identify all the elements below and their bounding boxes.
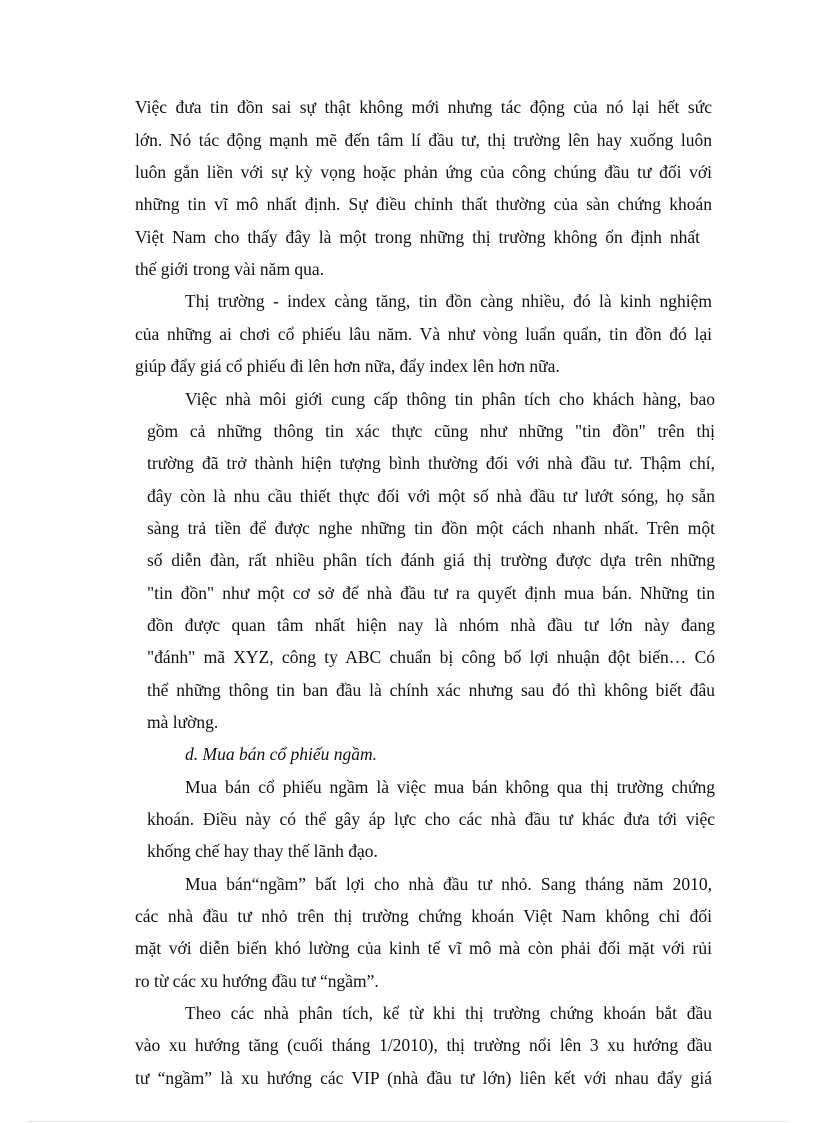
text-line: thể những thông tin ban đầu là chính xác nhưng sau đó thì không biết đâu [147,680,715,700]
text-line: tư “ngầm” là xu hướng các VIP (nhà đầu tư lớn) liên kết với nhau đẩy giá [135,1068,712,1088]
text-line: sàng trả tiền để được nghe những tin đồn một cách nhanh nhất. Trên một [147,518,715,538]
section-heading: d. Mua bán cổ phiếu ngầm. [185,744,377,764]
text-line: Theo các nhà phân tích, kể từ khi thị trường chứng khoán bắt đầu [185,1003,712,1023]
text-line: thế giới trong vài năm qua. [135,259,325,279]
text-line: Mua bán“ngầm” bất lợi cho nhà đầu tư nhỏ. Sang tháng năm 2010, [185,874,712,894]
page-bottom-divider [28,1121,788,1122]
text-line: mặt với diễn biến khó lường của kinh tế vĩ mô mà còn phải đối mặt với rủi [135,938,712,958]
text-line: vào xu hướng tăng (cuối tháng 1/2010), thị trường nổi lên 3 xu hướng đầu [135,1035,712,1055]
text-line: Việt Nam cho thấy đây là một trong những thị trường không ổn định nhất [135,227,700,247]
text-line: những tin vĩ mô nhất định. Sự điều chỉnh thất thường của sàn chứng khoán [135,194,712,214]
text-line: Việc nhà môi giới cung cấp thông tin phân tích cho khách hàng, bao [185,389,715,409]
text-line: các nhà đầu tư nhỏ trên thị trường chứng khoán Việt Nam không chỉ đối [135,906,712,926]
text-line: mà lường. [147,712,219,732]
text-line: Thị trường - index càng tăng, tin đồn càng nhiều, đó là kinh nghiệm [185,291,712,311]
text-line: lớn. Nó tác động mạnh mẽ đến tâm lí đầu tư, thị trường lên hay xuống luôn [135,130,712,150]
text-line: Mua bán cổ phiếu ngầm là việc mua bán không qua thị trường chứng [185,777,715,797]
text-line: khống chế hay thay thế lãnh đạo. [147,841,378,861]
text-line: trường đã trở thành hiện tượng bình thường đối với nhà đầu tư. Thậm chí, [147,453,715,473]
text-line: luôn gắn liền với sự kỳ vọng hoặc phản ứng của công chúng đầu tư đối với [135,162,712,182]
text-line: ro từ các xu hướng đầu tư “ngầm”. [135,971,379,991]
text-line: đây còn là nhu cầu thiết thực đối với một số nhà đầu tư lướt sóng, họ sẵn [147,486,715,506]
text-line: giúp đẩy giá cổ phiếu đi lên hơn nữa, đẩy index lên hơn nữa. [135,356,560,376]
text-line: "đánh" mã XYZ, công ty ABC chuẩn bị công bố lợi nhuận đột biến… Có [147,647,715,667]
text-line: của những ai chơi cổ phiếu lâu năm. Và như vòng luẩn quẩn, tin đồn đó lại [135,324,712,344]
text-line: Việc đưa tin đồn sai sự thật không mới nhưng tác động của nó lại hết sức [135,97,712,117]
text-line: gồm cả những thông tin xác thực cũng như những "tin đồn" trên thị [147,421,715,441]
text-line: "tin đồn" như một cơ sở để nhà đầu tư ra quyết định mua bán. Những tin [147,583,715,603]
text-line: đồn được quan tâm nhất hiện nay là nhóm nhà đầu tư lớn này đang [147,615,715,635]
text-line: số diễn đàn, rất nhiều phân tích đánh giá thị trường được dựa trên những [147,550,715,570]
text-line: khoán. Điều này có thể gây áp lực cho các nhà đầu tư khác đưa tới việc [147,809,715,829]
